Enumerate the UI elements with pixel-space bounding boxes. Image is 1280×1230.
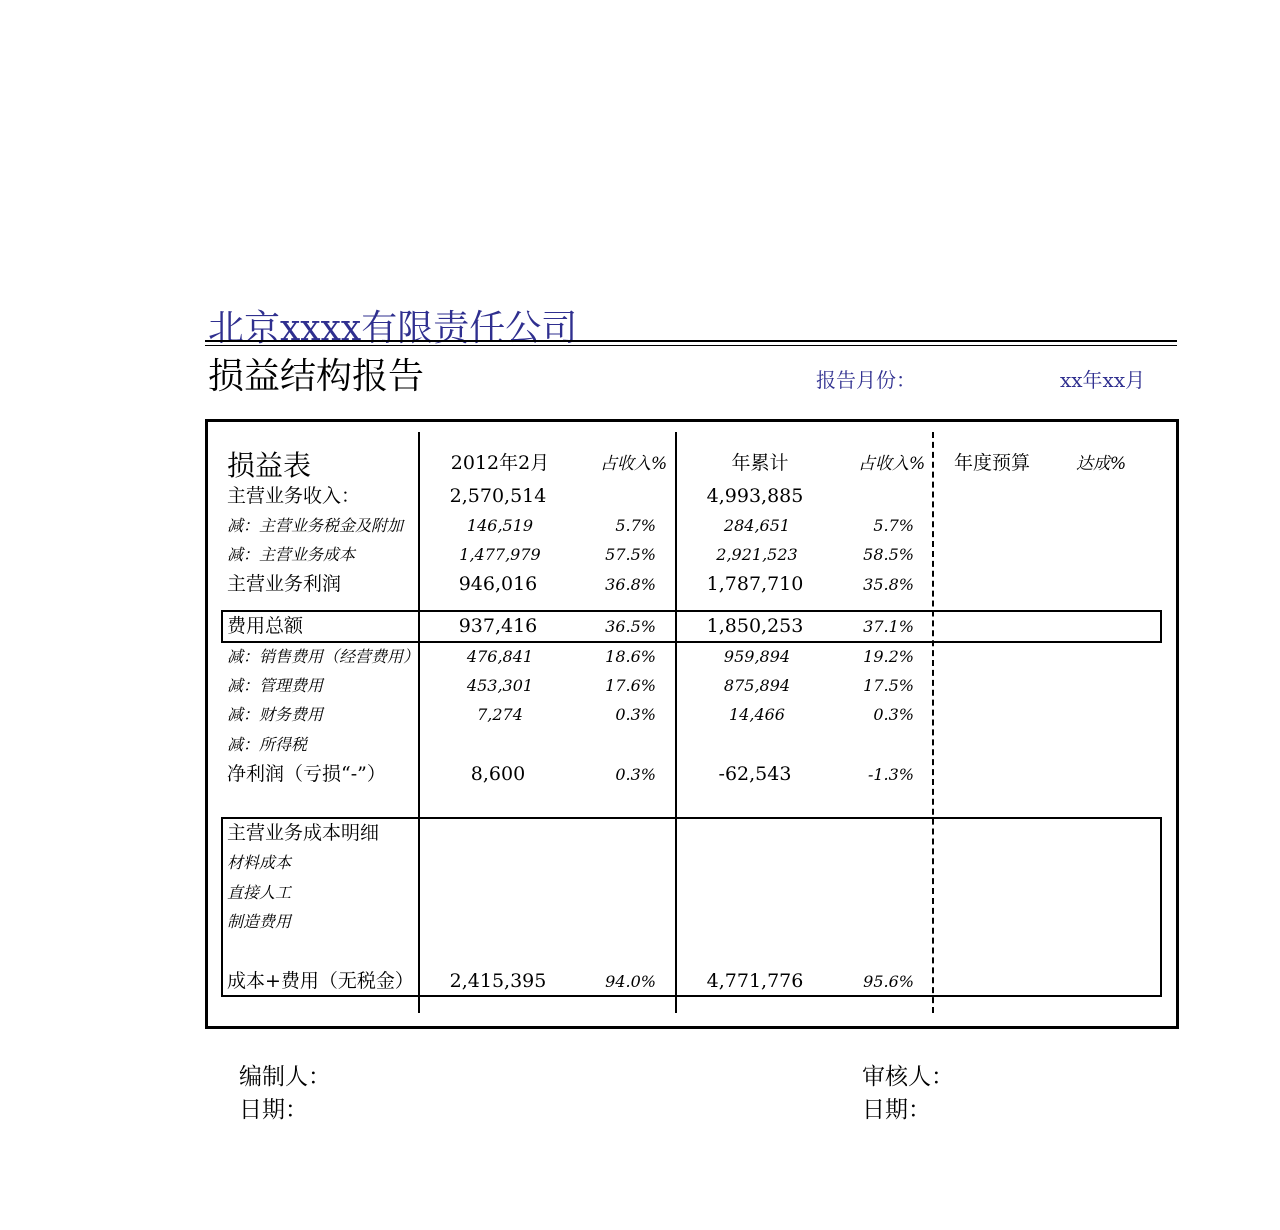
profit-ytd: 1,787,710 <box>706 573 804 595</box>
preparer-label: 编制人： <box>239 1064 331 1090</box>
header-ytd-pct: 占收入% <box>858 454 926 474</box>
cost-month-pct: 57.5% <box>605 545 656 564</box>
cost-plus-expense-ytd: 4,771,776 <box>706 970 804 992</box>
expense-total-ytd-pct: 37.1% <box>863 617 914 636</box>
reviewer-date-label: 日期： <box>862 1097 931 1123</box>
tax-month-pct: 5.7% <box>615 516 656 535</box>
admin-expense-month: 453,301 <box>466 676 534 695</box>
reviewer-label: 审核人： <box>862 1064 954 1090</box>
revenue-ytd: 4,993,885 <box>706 485 804 507</box>
row-label-tax: 减：主营业务税金及附加 <box>227 516 404 535</box>
header-month: 2012年2月 <box>450 452 550 474</box>
net-profit-month: 8,600 <box>470 763 526 785</box>
preparer-date-label: 日期： <box>239 1097 308 1123</box>
report-month-value: xx年xx月 <box>1060 368 1146 392</box>
sales-expense-ytd: 959,894 <box>723 647 791 666</box>
cost-detail-title: 主营业务成本明细 <box>227 822 380 844</box>
admin-expense-ytd-pct: 17.5% <box>863 676 914 695</box>
row-label-cost-plus-expense: 成本+费用（无税金） <box>227 970 414 992</box>
net-profit-ytd-pct: -1.3% <box>867 765 914 784</box>
sales-expense-month-pct: 18.6% <box>605 647 656 666</box>
profit-month-pct: 36.8% <box>605 575 656 594</box>
row-label-income-tax: 减：所得税 <box>227 735 308 754</box>
cost-plus-expense-ytd-pct: 95.6% <box>863 972 914 991</box>
cost-plus-expense-month-pct: 94.0% <box>605 972 656 991</box>
cost-detail-item: 直接人工 <box>227 883 292 902</box>
admin-expense-ytd: 875,894 <box>723 676 791 695</box>
row-label-net-profit: 净利润（亏损“-”） <box>227 763 386 785</box>
row-label-admin-expense: 减：管理费用 <box>227 676 324 695</box>
tax-ytd-pct: 5.7% <box>873 516 914 535</box>
company-name: 北京xxxx有限责任公司 <box>208 308 578 349</box>
title-rule-thick <box>205 340 1177 342</box>
row-label-profit: 主营业务利润 <box>227 573 342 595</box>
tax-month: 146,519 <box>466 516 534 535</box>
cost-ytd-pct: 58.5% <box>863 545 914 564</box>
financial-expense-month-pct: 0.3% <box>615 705 656 724</box>
header-achieve: 达成% <box>1076 454 1127 474</box>
sales-expense-month: 476,841 <box>466 647 534 666</box>
header-month-pct: 占收入% <box>600 454 668 474</box>
financial-expense-ytd: 14,466 <box>729 705 785 724</box>
header-budget: 年度预算 <box>954 452 1031 474</box>
table-title: 损益表 <box>227 449 312 482</box>
report-month-label: 报告月份： <box>816 368 916 392</box>
profit-ytd-pct: 35.8% <box>863 575 914 594</box>
tax-ytd: 284,651 <box>723 516 791 535</box>
row-label-financial-expense: 减：财务费用 <box>227 705 324 724</box>
revenue-month: 2,570,514 <box>449 485 547 507</box>
cost-plus-expense-month: 2,415,395 <box>449 970 547 992</box>
sales-expense-ytd-pct: 19.2% <box>863 647 914 666</box>
admin-expense-month-pct: 17.6% <box>605 676 656 695</box>
cost-ytd: 2,921,523 <box>716 545 798 564</box>
row-label-revenue: 主营业务收入： <box>227 485 361 507</box>
net-profit-month-pct: 0.3% <box>615 765 656 784</box>
row-label-expense-total: 费用总额 <box>227 615 304 637</box>
cost-detail-item: 材料成本 <box>227 853 292 872</box>
expense-total-month-pct: 36.5% <box>605 617 656 636</box>
header-ytd: 年累计 <box>731 452 789 474</box>
cost-month: 1,477,979 <box>459 545 541 564</box>
financial-expense-ytd-pct: 0.3% <box>873 705 914 724</box>
net-profit-ytd: -62,543 <box>718 763 792 785</box>
row-label-sales-expense: 减：销售费用（经营费用） <box>227 647 420 666</box>
row-label-cost: 减：主营业务成本 <box>227 545 356 564</box>
title-rule-thin <box>205 345 1177 346</box>
expense-total-month: 937,416 <box>458 615 538 637</box>
expense-total-ytd: 1,850,253 <box>706 615 804 637</box>
report-title: 损益结构报告 <box>208 356 425 397</box>
cost-detail-item: 制造费用 <box>227 912 292 931</box>
profit-month: 946,016 <box>458 573 538 595</box>
financial-expense-month: 7,274 <box>477 705 523 724</box>
